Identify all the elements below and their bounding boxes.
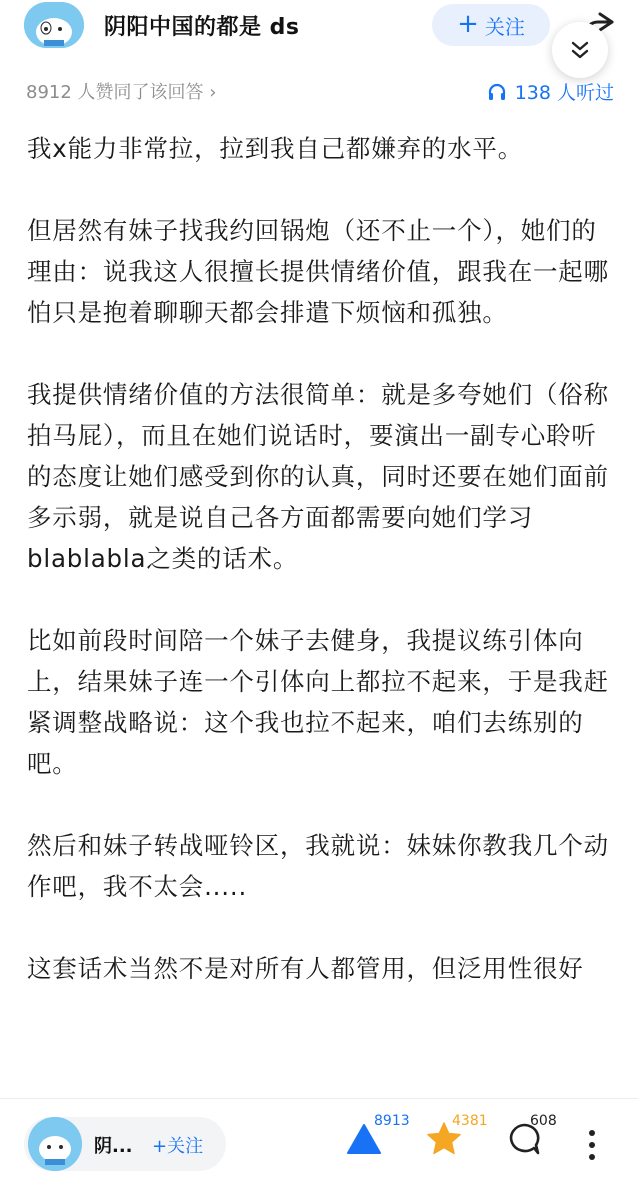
- follow-button[interactable]: [432, 4, 550, 46]
- more-options-icon[interactable]: [586, 1129, 598, 1161]
- plus-icon: +: [457, 9, 479, 39]
- collapse-button[interactable]: [552, 22, 608, 78]
- upvote-button[interactable]: [344, 1113, 410, 1163]
- answer-content: [27, 128, 617, 1098]
- listen-count: 138 人听过: [514, 82, 614, 104]
- author-avatar-small[interactable]: [28, 1117, 82, 1171]
- follow-button-small[interactable]: +关注: [152, 1136, 204, 1157]
- answer-paragraph: 这套话术当然不是对所有人都管用，但泛用性很好: [27, 954, 584, 983]
- answer-paragraph: 我提供情绪价值的方法很简单：就是多夸她们（俗称拍马屁），而且在她们说话时，要演出一副专心聆听的态度让她们感受到你的认真，同时还要在她们面前多示弱，就是说自己各方面都需要向她们学习blablabla之类的话术。: [27, 380, 609, 573]
- favorite-button[interactable]: [424, 1113, 488, 1163]
- author-avatar[interactable]: [24, 2, 84, 48]
- follow-label: 关注: [484, 14, 525, 39]
- headphones-icon: [487, 82, 507, 102]
- listen-button[interactable]: [487, 78, 614, 105]
- upvote-count: 8913: [374, 1113, 410, 1129]
- favorite-count: 4381: [452, 1113, 488, 1129]
- answer-paragraph: 但居然有妹子找我约回锅炮（还不止一个），她们的理由：说我这人很擅长提供情绪价值，跟我在一起哪怕只是抱着聊聊天都会排遣下烦恼和孤独。: [27, 216, 609, 327]
- comment-button[interactable]: [504, 1113, 557, 1163]
- answer-paragraph: 我x能力非常拉，拉到我自己都嫌弃的水平。: [27, 134, 523, 163]
- avatar-illustration-icon: [28, 1117, 82, 1171]
- author-pill[interactable]: [24, 1117, 226, 1171]
- answer-paragraph: 比如前段时间陪一个妹子去健身，我提议练引体向上，结果妹子连一个引体向上都拉不起来，于是我赶紧调整战略说：这个我也拉不起来，咱们去练别的吧。: [27, 626, 609, 778]
- avatar-illustration-icon: [24, 2, 84, 48]
- answer-paragraph: 然后和妹子转战哑铃区，我就说：妹妹你教我几个动作吧，我不太会.....: [27, 831, 609, 901]
- author-name[interactable]: 阴阳中国的都是 ds: [104, 15, 300, 40]
- comment-count: 608: [530, 1113, 557, 1129]
- chevron-double-down-icon: [569, 39, 591, 61]
- bottom-action-bar: [0, 1098, 638, 1200]
- author-short-name: 阴...: [94, 1136, 133, 1157]
- agree-count-link[interactable]: 8912 人赞同了该回答 ›: [26, 82, 217, 103]
- answer-header: [0, 0, 638, 70]
- answer-meta-row: [26, 78, 616, 106]
